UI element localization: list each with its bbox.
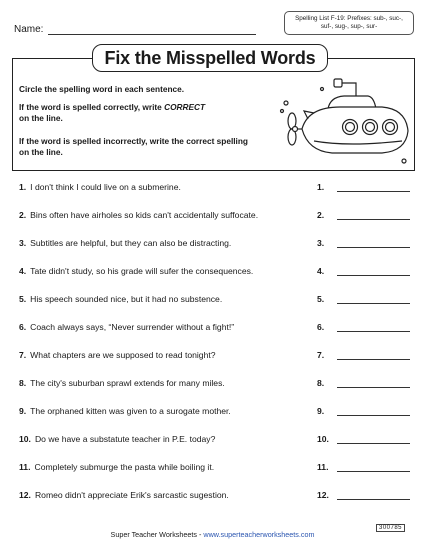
question-sentence: Subtitles are helpful, but they can also be distracting. — [30, 238, 232, 248]
question-row-10 — [19, 434, 415, 448]
instruction-2 — [19, 102, 209, 124]
question-row-5 — [19, 294, 415, 308]
answer-number: 3. — [317, 238, 325, 248]
worksheet-code: 300785 — [376, 524, 405, 532]
question-sentence: I don't think I could live on a submerine. — [30, 182, 181, 192]
answer-line[interactable] — [337, 247, 410, 248]
question-sentence: Completely submurge the pasta while boiling it. — [34, 462, 215, 472]
answer-line[interactable] — [337, 499, 410, 500]
footer-url[interactable]: www.superteacherworksheets.com — [203, 530, 315, 539]
answer-number: 12. — [317, 490, 329, 500]
question-sentence: Bins often have airholes so kids can't accidentally suffocate. — [30, 210, 259, 220]
question-row-6 — [19, 322, 415, 336]
name-line — [48, 34, 256, 35]
footer-separator: - — [196, 530, 204, 539]
answer-number: 10. — [317, 434, 329, 444]
question-number: 9. — [19, 406, 27, 416]
question-row-3 — [19, 238, 415, 252]
question-row-8 — [19, 378, 415, 392]
question-sentence: The city's suburban sprawl extends for many miles. — [30, 378, 225, 388]
answer-number: 8. — [317, 378, 325, 388]
question-row-9 — [19, 406, 415, 420]
question-number: 2. — [19, 210, 27, 220]
question-text — [19, 490, 229, 500]
question-sentence: Coach always says, “Never surrender without a fight!” — [30, 322, 235, 332]
answer-number: 9. — [317, 406, 325, 416]
question-text — [19, 210, 258, 220]
answer-line[interactable] — [337, 443, 410, 444]
question-text — [19, 378, 225, 388]
page-title: Fix the Misspelled Words — [92, 44, 328, 72]
question-number: 4. — [19, 266, 27, 276]
instruction-2b: on the line. — [19, 113, 63, 123]
question-row-11 — [19, 462, 415, 476]
question-number: 5. — [19, 294, 27, 304]
question-text — [19, 462, 214, 472]
name-label: Name: — [14, 24, 44, 35]
footer-brand: Super Teacher Worksheets — [110, 530, 197, 539]
question-sentence: The orphaned kitten was given to a surogate mother. — [30, 406, 231, 416]
submarine-illustration — [278, 73, 414, 169]
answer-number: 2. — [317, 210, 325, 220]
question-sentence: Romeo didn't appreciate Erik's sarcastic sugestion. — [34, 490, 229, 500]
question-sentence: What chapters are we supposed to read tonight? — [30, 350, 216, 360]
question-text — [19, 350, 216, 360]
answer-number: 7. — [317, 350, 325, 360]
question-row-12 — [19, 490, 415, 504]
spelling-list-text: Spelling List F-19: Prefixes: sub-, suc-, suf-, sug-, sup-, sur- — [295, 15, 403, 30]
question-row-1 — [19, 182, 415, 196]
instruction-2a: If the word is spelled correctly, write — [19, 102, 165, 112]
footer — [0, 530, 425, 539]
question-number: 6. — [19, 322, 27, 332]
answer-line[interactable] — [337, 359, 410, 360]
question-number: 8. — [19, 378, 27, 388]
answer-number: 11. — [317, 462, 329, 472]
question-text — [19, 182, 181, 192]
question-text — [19, 434, 215, 444]
question-text — [19, 238, 231, 248]
answer-line[interactable] — [337, 303, 410, 304]
question-text — [19, 294, 222, 304]
answer-line[interactable] — [337, 415, 410, 416]
answer-line[interactable] — [337, 191, 410, 192]
instruction-1: Circle the spelling word in each sentence. — [19, 84, 185, 94]
spelling-list-box — [284, 11, 414, 35]
question-text — [19, 406, 231, 416]
question-number: 11. — [19, 462, 31, 472]
question-text — [19, 322, 234, 332]
answer-line[interactable] — [337, 219, 410, 220]
question-number: 10. — [19, 434, 31, 444]
answer-number: 5. — [317, 294, 325, 304]
question-sentence: Do we have a substatute teacher in P.E. today? — [34, 434, 216, 444]
answer-number: 1. — [317, 182, 325, 192]
question-number: 12. — [19, 490, 31, 500]
question-number: 3. — [19, 238, 27, 248]
question-number: 7. — [19, 350, 27, 360]
instruction-3: If the word is spelled incorrectly, write the correct spelling on the line. — [19, 136, 248, 157]
question-text — [19, 266, 253, 276]
question-number: 1. — [19, 182, 27, 192]
answer-line[interactable] — [337, 387, 410, 388]
instruction-2-correct: CORRECT — [164, 102, 206, 112]
question-row-7 — [19, 350, 415, 364]
answer-line[interactable] — [337, 275, 410, 276]
answer-number: 6. — [317, 322, 325, 332]
answer-number: 4. — [317, 266, 325, 276]
question-sentence: Tate didn't study, so his grade will sufer the consequences. — [30, 266, 254, 276]
question-row-4 — [19, 266, 415, 280]
answer-line[interactable] — [337, 471, 410, 472]
answer-line[interactable] — [337, 331, 410, 332]
question-row-2 — [19, 210, 415, 224]
question-sentence: His speech sounded nice, but it had no substence. — [30, 294, 223, 304]
